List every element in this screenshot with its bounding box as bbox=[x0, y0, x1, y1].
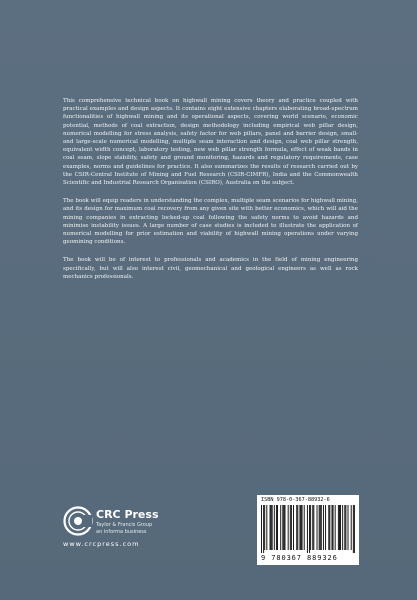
crc-press-logo-icon bbox=[63, 506, 93, 536]
publisher-block bbox=[63, 498, 183, 568]
publisher-subtitle: an informa business bbox=[96, 529, 147, 535]
publisher-group: Taylor & Francis Group bbox=[96, 522, 153, 528]
barcode-icon bbox=[261, 505, 355, 553]
description-paragraph-3: The book will be of interest to professionals and academics in the field of mining engineering specifically, but will also interest civil, geomechanical and geological engineers as well as rock mechanics professionals. bbox=[63, 257, 358, 280]
publisher-name: CRC Press bbox=[96, 508, 159, 521]
description-paragraph-2: The book will equip readers in understanding the complex, multiple seam scenarios for highwall mining, and its design for maximum coal recovery from any given site with better economics, which will aid the mining companies in extracting locked-up coal following the safety norms to avoid hazards and minimise instability issues. A large number of case studies is included to illustrate the application of numerical modelling for prior estimation and viability of highwall mining operations under varying geomining conditions. bbox=[63, 198, 358, 246]
isbn-number: ISBN 978-0-367-88932-6 bbox=[261, 497, 330, 503]
publisher-url: www.crcpress.com bbox=[63, 540, 140, 548]
barcode-digits: 9 780367 889326 bbox=[261, 554, 338, 562]
description-paragraph-1: This comprehensive technical book on highwall mining covers theory and practice coupled with practical examples and design aspects. It contains eight extensive chapters elaborating broad-spectrum functionalities of highwall mining and its operational aspects, covering world scenario, economic potential, methods of coal extraction, design methodology including empirical web pillar design, numerical modelling for stress analysis, safety factor for web pillars, panel and barrier design, small-and large-scale numerical modelling, multiple seam interaction and design, coal web pillar strength, equivalent width concept, laboratory testing, new web pillar strength formula, effect of weak bands in coal seam, slope stability, safety and ground monitoring, hazards and regulatory requirements, case examples, norms and guidelines for practice. It also summarizes the results of research carried out by the CSIR-Central Institute of Mining and Fuel Research (CSIR-CIMFR), India and the Commonwealth Scientific and Industrial Research Organisation (CSIRO), Australia on the subject. bbox=[63, 98, 358, 187]
isbn-barcode bbox=[257, 495, 359, 565]
book-description bbox=[63, 97, 358, 291]
